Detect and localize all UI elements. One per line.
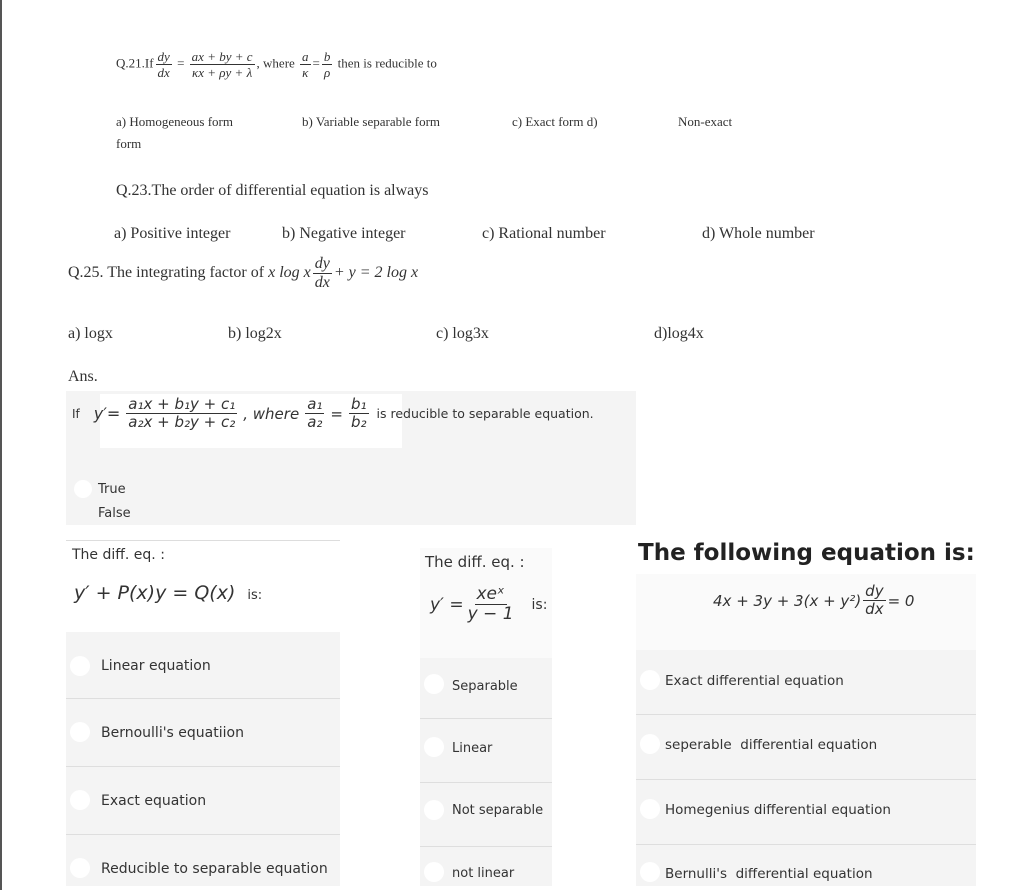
panel2-option-1[interactable]: Separable xyxy=(452,679,518,694)
panel3-radio-3[interactable] xyxy=(640,799,660,819)
q21-option-b: b) Variable separable form xyxy=(302,114,441,129)
panel1-sep-2 xyxy=(66,766,340,767)
panel1-sep-1 xyxy=(66,698,340,699)
panel1-option-1[interactable]: Linear equation xyxy=(101,658,211,674)
q23-option-d: d) Whole number xyxy=(702,225,815,242)
tf-if: If xyxy=(72,406,80,421)
true-option-label[interactable]: True xyxy=(98,482,126,497)
left-edge xyxy=(0,0,2,890)
q21-question: Q.21.If $\frac{dy}{dx}$ = $\frac{ax + by + c}{\kappa x + \rho y + \lambda}$ , where $\frac{a}{\kappa}$ = $\frac{b}{\rho}$ then is reducible to xyxy=(116,49,437,80)
q21-option-d: Non-exact xyxy=(678,114,733,129)
panel1-option-3[interactable]: Exact equation xyxy=(101,793,207,809)
panel3-sep-3 xyxy=(636,844,976,845)
panel1-eq: y′ + P(x)y = Q(x) xyxy=(74,582,236,604)
panel3-radio-4[interactable] xyxy=(640,862,660,882)
panel2-option-3[interactable]: Not separable xyxy=(452,803,544,818)
panel3-option-3[interactable]: Homegenius differential equation xyxy=(665,802,891,818)
panel2-option-4[interactable]: not linear xyxy=(452,866,515,881)
panel2-title: The diff. eq. : xyxy=(425,553,525,571)
panel3-option-4[interactable]: Bernulli's differential equation xyxy=(665,866,873,882)
q23-option-c: c) Rational number xyxy=(482,225,606,242)
q25-expr1: x log x xyxy=(268,264,311,282)
q21-dydx: $\frac{dy}{dx}$ xyxy=(157,49,170,80)
q25-expr2: + y = 2 log x xyxy=(333,264,419,282)
panel1-option-2[interactable]: Bernoulli's equatiion xyxy=(101,725,244,741)
panel2-radio-2[interactable] xyxy=(424,737,444,757)
q25-lead: Q.25. The integrating factor of xyxy=(68,264,265,282)
q25-question xyxy=(68,256,418,291)
q25-option-a: a) logx xyxy=(68,325,113,342)
panel2-lhs: y′ = xyxy=(430,594,464,615)
panel1-equation xyxy=(74,582,262,604)
panel3-eq2: = 0 xyxy=(887,591,915,610)
panel2-equation xyxy=(430,586,547,623)
panel3-sep-1 xyxy=(636,714,976,715)
q23-option-a: a) Positive integer xyxy=(114,225,231,242)
tf-yprime: y′= xyxy=(93,404,121,423)
q25-option-b: b) log2x xyxy=(228,325,282,342)
panel1-header-rule xyxy=(66,540,340,541)
q21-option-a-cont: form xyxy=(116,136,142,151)
tf-a-ratio: $\frac{\text{a₁}}{\text{a₂}}$ xyxy=(307,395,323,431)
panel3-eq1: 4x + 3y + 3(x + y²) xyxy=(713,591,862,610)
q23-option-b: b) Negative integer xyxy=(282,225,406,242)
tf-question: If y′= $\frac{\text{a₁x + b₁y + c₁}}{\text{a₂x + b₂y + c₂}}$ , where $\frac{\text{a₁}}{\text{a₂}}$ = $\frac{\text{b₁}}{\text{b₂}}$ is reducible to separable equation. xyxy=(72,395,594,431)
q25-dydx: $\frac{dy}{dx}$ xyxy=(314,255,330,291)
tf-fraction: $\frac{\text{a₁x + b₁y + c₁}}{\text{a₂x + b₂y + c₂}}$ xyxy=(128,395,236,431)
q23-question: Q.23.The order of differential equation is always xyxy=(116,182,429,199)
panel2-sep-1 xyxy=(420,718,552,719)
q21-a-kappa: $\frac{a}{\kappa}$ xyxy=(302,49,309,80)
panel1-title: The diff. eq. : xyxy=(72,547,165,563)
panel3-dydx: $\frac{dy}{dx}$ xyxy=(865,582,884,618)
panel2-radio-3[interactable] xyxy=(424,800,444,820)
panel3-option-2[interactable]: seperable differential equation xyxy=(665,737,878,753)
panel1-radio-2[interactable] xyxy=(70,722,90,742)
tf-where: , where xyxy=(243,404,300,423)
q25-option-d: d)log4x xyxy=(654,325,704,342)
tf-b-ratio: $\frac{\text{b₁}}{\text{b₂}}$ xyxy=(350,395,367,431)
panel1-radio-4[interactable] xyxy=(70,858,90,878)
panel2-radio-4[interactable] xyxy=(424,862,444,882)
tf-tail: is reducible to separable equation. xyxy=(376,406,594,421)
panel1-option-4[interactable]: Reducible to separable equation xyxy=(101,861,328,877)
panel3-radio-2[interactable] xyxy=(640,734,660,754)
false-option-label[interactable]: False xyxy=(98,506,131,521)
panel1-sep-3 xyxy=(66,834,340,835)
panel1-radio-1[interactable] xyxy=(70,656,90,676)
panel2-is: is: xyxy=(531,596,548,613)
panel2-sep-3 xyxy=(420,846,552,847)
q21-fraction: $\frac{ax + by + c}{\kappa x + \rho y + \lambda}$ xyxy=(191,49,253,80)
panel2-option-2[interactable]: Linear xyxy=(452,741,493,756)
panel2-fraction: $\frac{\text{xeˣ}}{y - 1}$ xyxy=(467,584,514,624)
q21-where: , where xyxy=(256,55,295,71)
panel2-sep-2 xyxy=(420,782,552,783)
answer-label: Ans. xyxy=(68,368,98,385)
panel3-equation xyxy=(713,584,914,617)
q25-option-c: c) log3x xyxy=(436,325,489,342)
panel3-sep-2 xyxy=(636,779,976,780)
q21-option-c: c) Exact form d) xyxy=(512,114,598,129)
q21-option-a: a) Homogeneous form xyxy=(116,114,233,129)
panel3-radio-1[interactable] xyxy=(640,670,660,690)
panel3-option-1[interactable]: Exact differential equation xyxy=(665,673,844,689)
q21-b-rho: $\frac{b}{\rho}$ xyxy=(323,49,331,80)
q21-lead: Q.21.If xyxy=(116,55,154,71)
panel1-radio-3[interactable] xyxy=(70,790,90,810)
true-radio[interactable] xyxy=(74,480,92,498)
panel1-is: is: xyxy=(247,588,263,603)
q21-tail: then is reducible to xyxy=(337,55,437,71)
panel3-title: The following equation is: xyxy=(638,540,975,566)
panel2-radio-1[interactable] xyxy=(424,674,444,694)
